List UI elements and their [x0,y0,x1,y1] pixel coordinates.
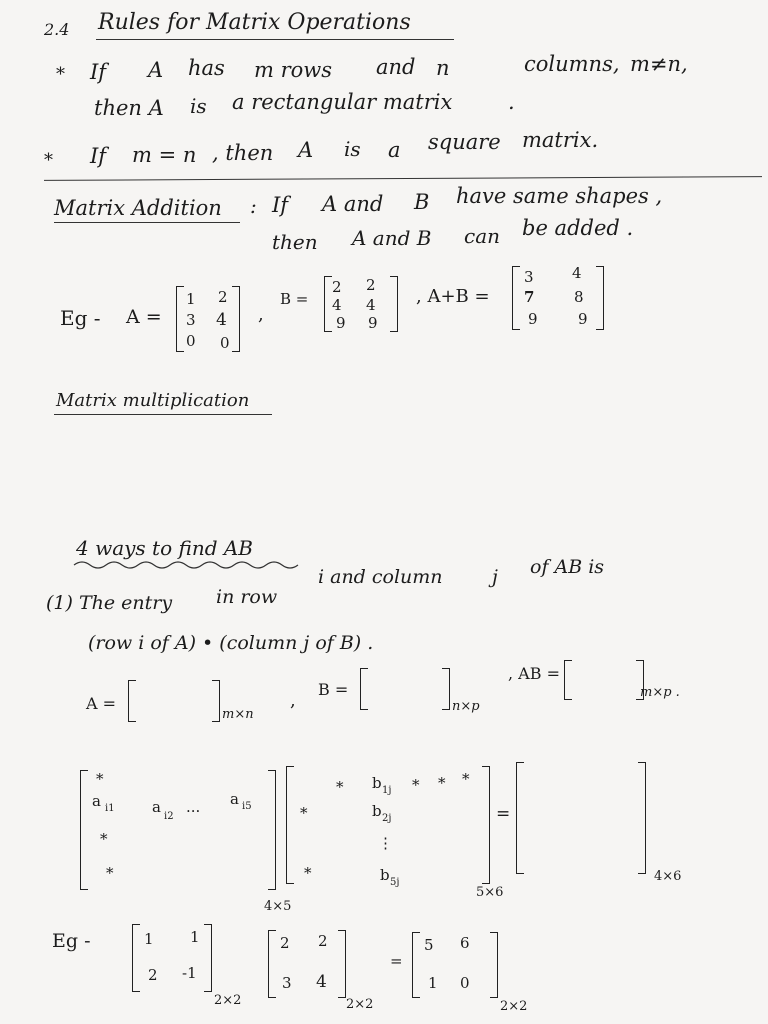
matrix-cell: 0 [186,332,196,350]
section-title: Rules for Matrix Operations [98,10,411,35]
star-mark: * [438,774,446,792]
star-mark: * [106,864,114,882]
matrix-cell: 1 [186,290,196,308]
rule-text: columns, [524,52,620,76]
col-entry-sub: 2j [382,813,392,824]
rule-text: a rectangular matrix [232,90,453,114]
dimension-label: 2×2 [346,997,374,1012]
col-entry-sub: 5j [390,877,400,888]
star-mark: * [304,864,312,882]
star-mark: * [412,776,420,794]
matrix-cell: 4 [316,972,327,992]
matrix-label: , AB = [508,664,560,683]
matrix-m1 [132,924,212,992]
rule-text: matrix. [522,128,599,152]
section-number: 2.4 [44,20,70,39]
matrix-label: A = [126,306,162,328]
title-underline [96,39,454,40]
addition-text: A and B [352,226,432,250]
matrix-cell: 5 [424,936,434,954]
matrix-cell: 8 [574,288,584,306]
rule-text: is [344,137,361,161]
rule-text: A [148,58,164,82]
dimension-label: 4×6 [654,869,682,884]
row-entry: a [152,798,161,816]
matrix-cell: 2 [218,288,228,306]
separator: : [250,194,257,218]
matrix-cell: 9 [336,314,346,332]
dimension-label: 2×2 [500,999,528,1014]
rule-text: a [388,138,401,162]
matrix-cell: 1 [428,974,438,992]
matrix-b [324,276,398,332]
matrix-cell: 2 [366,276,376,294]
addition-text: If [272,193,289,217]
matrix-cell: 0 [220,334,230,352]
dimension-label: 4×5 [264,899,292,914]
rule-text: i and column [318,566,443,588]
rule-text: n [436,56,450,80]
matrix-m2 [268,930,346,998]
matrix-cell: 6 [460,934,470,952]
matrix-a-illustration [80,770,276,890]
row-entry: a [92,792,101,810]
matrix-b-illustration [286,766,490,888]
star-mark: * [462,770,470,788]
matrix-b-placeholder [360,668,450,710]
matrix-cell: 4 [572,264,582,282]
dimension-label: m×p . [640,685,680,700]
subsection-title: 4 ways to find AB [76,536,254,560]
matrix-m3 [412,932,498,998]
matrix-a-placeholder [128,680,220,722]
rule-text: then A [94,96,164,120]
addition-text: A and [322,192,384,216]
star-mark: * [300,804,308,822]
rule-text: . [508,90,515,114]
matrix-cell: 4 [366,296,376,314]
dimension-label: 5×6 [476,885,504,900]
dimension-label: n×p [452,699,480,714]
example-label: Eg - [52,930,91,952]
rule-text: (row i of A) • (column j of B) . [88,632,374,654]
bullet: * [44,150,53,171]
rule-text: of AB is [530,556,605,578]
col-entry: b [380,866,390,884]
dimension-label: 2×2 [214,993,242,1008]
matrix-cell: 4 [332,296,342,314]
addition-text: can [464,224,501,248]
matrix-cell: 4 [216,310,227,330]
matrix-cell: 3 [524,268,534,286]
star-mark: * [100,830,108,848]
sum-label: , A+B = [416,286,490,307]
matrix-cell: 9 [368,314,378,332]
rule-text: A [298,138,314,162]
rule-text: square [428,130,501,154]
rule-text: If [90,144,107,168]
matrix-ab-placeholder [564,660,644,700]
matrix-label: B = [318,680,349,699]
rule-text: j [492,566,498,588]
matrix-cell: 7 [524,288,535,306]
addition-text: B [414,190,430,214]
matrix-cell: 1 [144,930,154,948]
rule-text: in row [216,586,278,608]
subsection-title: Matrix Addition [54,196,222,220]
addition-text: be added . [522,216,634,240]
matrix-c-illustration [516,762,646,874]
star-mark: * [96,770,104,788]
row-entry-sub: i5 [242,801,252,812]
comma: , [258,304,264,325]
equals-sign: = [496,804,511,824]
col-entry: b [372,802,382,820]
equals-sign: = [390,952,403,970]
subsection-underline [54,222,240,223]
row-entry: a [230,790,239,808]
bullet: * [56,64,65,85]
matrix-a [176,286,240,352]
subsection-title: Matrix multiplication [56,390,250,411]
col-entry-sub: 1j [382,785,392,796]
matrix-cell: 2 [318,932,328,950]
rule-text: m≠n, [630,52,688,76]
rule-text: m rows [254,58,333,82]
rule-text: is [190,94,207,118]
rule-text: m = n [132,143,197,167]
rule-text: If [90,60,107,84]
matrix-cell: 9 [528,310,538,328]
addition-text: have same shapes , [456,184,663,208]
wavy-underline [72,558,312,570]
matrix-label: B = [280,290,309,308]
matrix-cell: 2 [148,966,158,984]
rule-text: (1) The entry [46,592,173,614]
col-entry: b [372,774,382,792]
row-entry-sub: i2 [164,811,174,822]
row-entry-sub: i1 [105,803,115,814]
section-divider [44,176,762,181]
addition-text: then [272,230,318,254]
matrix-cell: -1 [182,964,197,982]
matrix-cell: 2 [280,934,290,952]
matrix-sum [512,266,604,330]
rule-text: has [188,56,225,80]
matrix-cell: 1 [190,928,200,946]
matrix-cell: 3 [282,974,292,992]
dimension-label: m×n [222,707,254,722]
example-label: Eg - [60,306,101,330]
rule-text: and [376,55,416,79]
matrix-cell: 3 [186,311,196,329]
ellipsis: ... [186,798,201,816]
matrix-cell: 0 [460,974,470,992]
matrix-cell: 2 [332,278,342,296]
matrix-label: A = [86,694,117,713]
rule-text: , then [212,141,274,165]
subsection-underline [54,414,272,415]
comma: , [290,690,296,711]
vertical-dots: ⋮ [378,834,393,852]
matrix-cell: 9 [578,310,588,328]
star-mark: * [336,778,344,796]
